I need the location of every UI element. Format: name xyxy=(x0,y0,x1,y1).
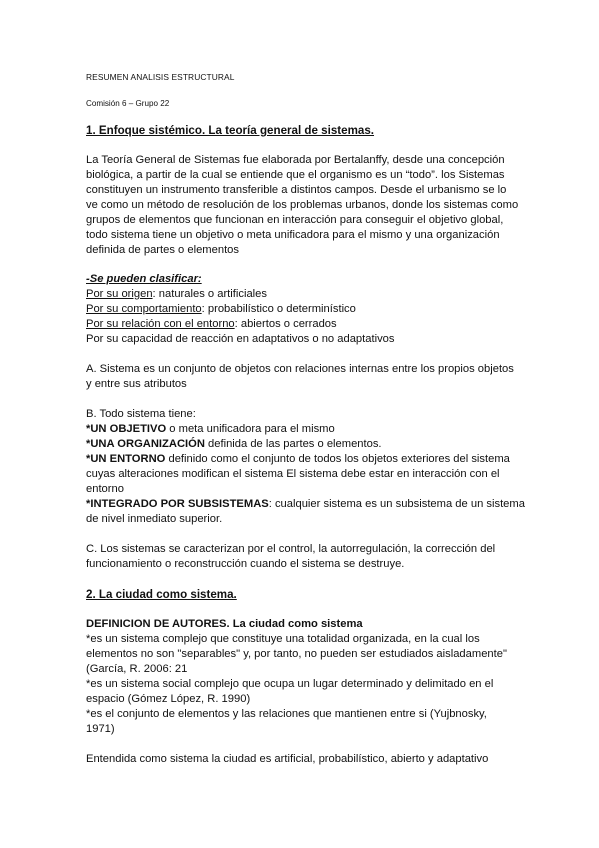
definition-line: *es un sistema complejo que constituye una totalidad organizada, en la cual los xyxy=(86,633,480,645)
definitions-heading: DEFINICION DE AUTORES. La ciudad como sistema xyxy=(86,618,363,630)
paragraph-a xyxy=(86,362,526,392)
doc-subtitle: Comisión 6 – Grupo 22 xyxy=(86,99,170,108)
section-1-intro xyxy=(86,153,526,258)
definition-line: (García, R. 2006: 21 xyxy=(86,663,188,675)
b-item xyxy=(86,452,526,467)
classification-label: Por su relación con el entorno xyxy=(86,318,235,330)
definition-line: elementos no son "separables" y, por tanto, no pueden ser estudiados aisladamente" xyxy=(86,648,507,660)
paragraph-line: funcionamiento o reconstrucción cuando el sistema se destruye. xyxy=(86,558,405,570)
b-item xyxy=(86,422,526,437)
b-item-text: definido como el conjunto de todos los objetos exteriores del sistema xyxy=(165,453,510,465)
paragraph-b-intro: B. Todo sistema tiene: xyxy=(86,408,196,420)
intro-line: constituyen un instrumento transferible a distintos campos. Desde el urbanismo se lo xyxy=(86,184,507,196)
definitions-block xyxy=(86,617,526,737)
b-item-label: *UNA ORGANIZACIÓN xyxy=(86,438,205,450)
b-item-text: : cualquier sistema es un subsistema de un sistema xyxy=(268,498,525,510)
paragraph-b xyxy=(86,407,526,527)
document-body xyxy=(86,70,526,767)
classification-heading: -Se pueden clasificar: xyxy=(86,273,202,285)
paragraph-line: C. Los sistemas se caracterizan por el control, la autorregulación, la corrección del xyxy=(86,543,496,555)
doc-title: RESUMEN ANALISIS ESTRUCTURAL xyxy=(86,72,235,82)
intro-line: La Teoría General de Sistemas fue elaborada por Bertalanffy, desde una concepción xyxy=(86,154,505,166)
b-item xyxy=(86,497,526,512)
classification-text: : abiertos o cerrados xyxy=(234,318,337,330)
definition-line: *es el conjunto de elementos y las relaciones que mantienen entre si (Yujbnosky, xyxy=(86,708,487,720)
classification-item xyxy=(86,302,526,317)
classification-item xyxy=(86,332,526,347)
intro-line: grupos de elementos que funcionan en interacción para conseguir el objetivo global, xyxy=(86,214,504,226)
classification-label: Por su origen xyxy=(86,288,153,300)
section-1-heading: 1. Enfoque sistémico. La teoría general de sistemas. xyxy=(86,124,375,137)
classification-label: Por su comportamiento xyxy=(86,303,202,315)
intro-line: todo sistema tiene un objetivo o meta unificadora para el mismo y una organización xyxy=(86,229,500,241)
paragraph-line: y entre sus atributos xyxy=(86,378,187,390)
classification-text: : probabilístico o determinístico xyxy=(201,303,356,315)
classification-item xyxy=(86,287,526,302)
paragraph-c xyxy=(86,542,526,572)
closing-line: Entendida como sistema la ciudad es artificial, probabilístico, abierto y adaptativo xyxy=(86,753,489,765)
b-item-label: *UN OBJETIVO xyxy=(86,423,167,435)
b-item-continuation: cuyas alteraciones modifican el sistema El sistema debe estar en interacción con el xyxy=(86,468,500,480)
b-item-label: *UN ENTORNO xyxy=(86,453,166,465)
definition-line: 1971) xyxy=(86,723,115,735)
definition-line: espacio (Gómez López, R. 1990) xyxy=(86,693,251,705)
b-item-continuation: entorno xyxy=(86,483,124,495)
intro-line: ve como un método de resolución de los problemas urbanos, donde los sistemas como xyxy=(86,199,519,211)
classification-item xyxy=(86,317,526,332)
classification-text: Por su capacidad de reacción en adaptativos o no adaptativos xyxy=(86,333,395,345)
b-item-label: *INTEGRADO POR SUBSISTEMAS xyxy=(86,498,269,510)
paragraph-line: A. Sistema es un conjunto de objetos con relaciones internas entre los propios objetos xyxy=(86,363,514,375)
section-2-heading: 2. La ciudad como sistema. xyxy=(86,588,237,601)
classification-block xyxy=(86,272,526,347)
b-item xyxy=(86,437,526,452)
b-item-text: definida de las partes o elementos. xyxy=(204,438,382,450)
classification-text: : naturales o artificiales xyxy=(152,288,267,300)
b-item-continuation: de nivel inmediato superior. xyxy=(86,513,223,525)
definition-line: *es un sistema social complejo que ocupa un lugar determinado y delimitado en el xyxy=(86,678,494,690)
intro-line: definida de partes o elementos xyxy=(86,244,239,256)
intro-line: biológica, a partir de la cual se entiende que el organismo es un “todo”. los Sistemas xyxy=(86,169,505,181)
b-item-text: o meta unificadora para el mismo xyxy=(166,423,335,435)
